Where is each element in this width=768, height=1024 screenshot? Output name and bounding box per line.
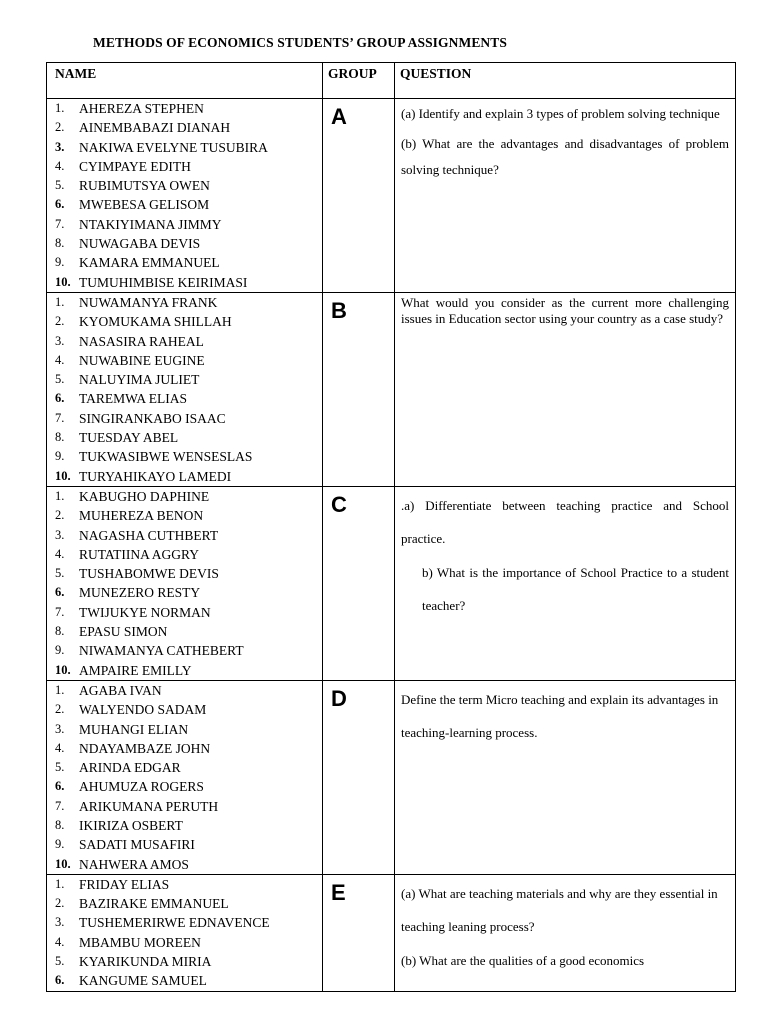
member-item: 8. NUWAGABA DEVIS (55, 236, 201, 252)
member-item: 6. KANGUME SAMUEL (55, 973, 207, 989)
member-item: 3. TUSHEMERIRWE EDNAVENCE (55, 915, 270, 931)
member-item: 3. NASASIRA RAHEAL (55, 333, 204, 349)
member-item: 2. BAZIRAKE EMMANUEL (55, 896, 229, 912)
group-letter: A (331, 104, 347, 129)
member-list (47, 99, 322, 292)
question-cell (395, 99, 736, 293)
member-item: 3. NAGASHA CUTHBERT (55, 527, 219, 543)
member-item: 3. NAKIWA EVELYNE TUSUBIRA (55, 139, 268, 155)
member-item: 4. NDAYAMBAZE JOHN (55, 740, 211, 756)
question-text: (a) Identify and explain 3 types of problem solving technique (401, 106, 720, 121)
member-item: 7. TWIJUKYE NORMAN (55, 604, 211, 620)
member-item: 10. TUMUHIMBISE KEIRIMASI (55, 274, 248, 290)
question-text: Define the term Micro teaching and explain its advantages in teaching-learning process. (401, 691, 719, 741)
member-item: 9. NIWAMANYA CATHEBERT (55, 643, 244, 659)
question-cell (395, 486, 736, 680)
member-item: 5. TUSHABOMWE DEVIS (55, 566, 219, 582)
question-text: (a) What are teaching materials and why are they essential in teaching leaning process? (401, 885, 718, 935)
member-item: 10. TURYAHIKAYO LAMEDI (55, 468, 232, 484)
group-letter: B (331, 297, 347, 323)
member-item: 9. TUKWASIBWE WENSESLAS (55, 449, 253, 465)
question-text: (b) What are the qualities of a good economics (401, 952, 645, 968)
group-row-c (47, 486, 736, 680)
member-item: 8. IKIRIZA OSBERT (55, 817, 183, 833)
group-row-d (47, 680, 736, 874)
group-letter: D (331, 685, 347, 711)
group-header: GROUP (323, 63, 395, 99)
question-text: What would you consider as the current more challenging issues in Education sector using your country as a case study? (401, 294, 729, 327)
question-text: (b) What are the advantages and disadvantages of problem solving technique? (401, 136, 729, 177)
member-item: 6. MUNEZERO RESTY (55, 585, 201, 601)
member-item: 5. KYARIKUNDA MIRIA (55, 954, 212, 970)
name-header: NAME (47, 63, 323, 99)
member-list-cell (47, 874, 323, 991)
group-cell (323, 680, 395, 874)
member-list-cell (47, 486, 323, 680)
member-list-cell (47, 99, 323, 293)
group-row-a (47, 99, 736, 293)
member-list (47, 875, 322, 991)
member-item: 7. ARIKUMANA PERUTH (55, 798, 219, 814)
member-list-cell (47, 292, 323, 486)
member-item: 10. NAHWERA AMOS (55, 856, 189, 872)
question-cell (395, 874, 736, 991)
member-item: 4. CYIMPAYE EDITH (55, 158, 191, 174)
member-item: 1. AHEREZA STEPHEN (55, 101, 204, 116)
member-item: 8. EPASU SIMON (55, 624, 168, 640)
member-list-cell (47, 680, 323, 874)
member-item: 5. ARINDA EDGAR (55, 760, 181, 776)
member-item: 9. SADATI MUSAFIRI (55, 837, 195, 853)
member-item: 8. TUESDAY ABEL (55, 430, 179, 446)
member-item: 1. NUWAMANYA FRANK (55, 294, 218, 310)
group-row-e (47, 874, 736, 991)
member-list (47, 487, 322, 680)
member-item: 4. RUTATIINA AGGRY (55, 546, 200, 562)
member-item: 4. NUWABINE EUGINE (55, 352, 205, 368)
question-cell (395, 292, 736, 486)
group-letter: E (331, 879, 346, 905)
group-cell (323, 486, 395, 680)
member-item: 2. KYOMUKAMA SHILLAH (55, 314, 232, 330)
member-item: 5. NALUYIMA JULIET (55, 372, 200, 388)
question-header: QUESTION (395, 63, 736, 99)
member-list (47, 681, 322, 874)
document-title: METHODS OF ECONOMICS STUDENTS’ GROUP ASSIGNMENTS (93, 35, 507, 50)
group-row-b (47, 292, 736, 486)
member-item: 1. KABUGHO DAPHINE (55, 488, 210, 504)
member-item: 2. AINEMBABAZI DIANAH (55, 120, 231, 136)
assignments-table (46, 62, 736, 992)
header-row (47, 63, 736, 99)
group-cell (323, 99, 395, 293)
question-text: b) What is the importance of School Practice to a student teacher? (422, 564, 729, 614)
group-letter: C (331, 491, 347, 517)
member-item: 6. AHUMUZA ROGERS (55, 779, 204, 795)
member-item: 2. MUHEREZA BENON (55, 508, 204, 524)
member-item: 1. AGABA IVAN (55, 682, 162, 698)
member-item: 3. MUHANGI ELIAN (55, 721, 189, 737)
member-item: 9. KAMARA EMMANUEL (55, 255, 220, 271)
member-item: 2. WALYENDO SADAM (55, 702, 207, 718)
member-list (47, 293, 322, 486)
member-item: 7. NTAKIYIMANA JIMMY (55, 216, 222, 232)
member-item: 5. RUBIMUTSYA OWEN (55, 178, 210, 194)
member-item: 6. TAREMWA ELIAS (55, 391, 188, 407)
group-cell (323, 874, 395, 991)
member-item: 10. AMPAIRE EMILLY (55, 662, 192, 678)
member-item: 4. MBAMBU MOREEN (55, 934, 201, 950)
question-cell (395, 680, 736, 874)
question-text: .a) Differentiate between teaching practice and School practice. (401, 497, 729, 547)
group-cell (323, 292, 395, 486)
member-item: 6. MWEBESA GELISOM (55, 197, 210, 213)
member-item: 7. SINGIRANKABO ISAAC (55, 410, 226, 426)
member-item: 1. FRIDAY ELIAS (55, 876, 170, 892)
